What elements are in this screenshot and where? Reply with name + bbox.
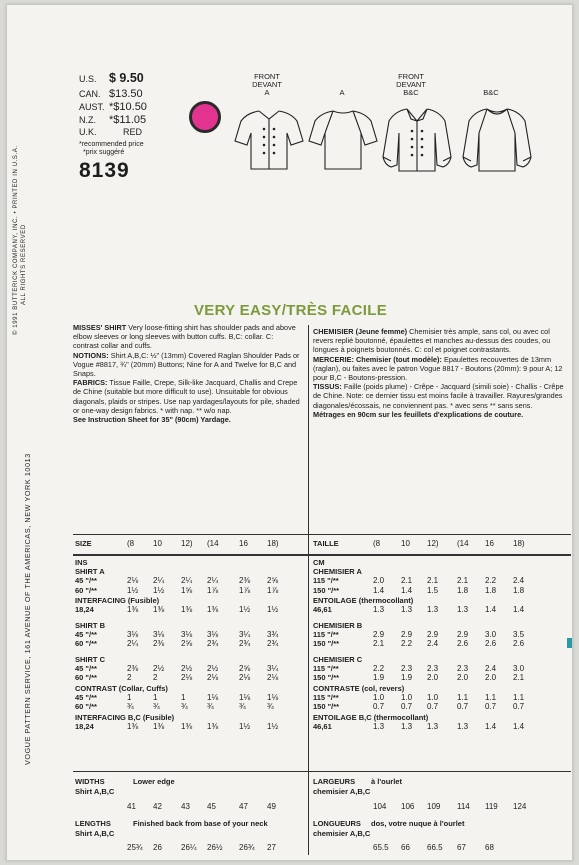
table-cell: 1.0 — [427, 692, 439, 702]
widths-value: 41 — [127, 802, 136, 811]
table-cell: 2⅝ — [181, 639, 193, 648]
table-cell: 2⅛ — [267, 673, 279, 682]
table-cell: 2.9 — [401, 629, 413, 639]
table-cell: 2⅝ — [267, 576, 279, 585]
table-cell: 1⅝ — [181, 585, 193, 595]
table-cell: 1⅜ — [181, 605, 193, 614]
table-cell: 3⅛ — [127, 629, 139, 639]
row-label: 46,61 — [313, 605, 332, 614]
table-cell: 2.9 — [427, 629, 439, 639]
table-cell: 1 — [127, 692, 132, 702]
table-cell: 1.3 — [401, 605, 413, 614]
view-label: FRONT DEVANT A — [252, 72, 282, 97]
table-cell: 2.4 — [485, 663, 497, 673]
size-label: SIZE — [75, 539, 92, 548]
table-cell: ¾ — [153, 702, 160, 711]
lengths-value: 68 — [485, 843, 494, 852]
view-label: B&C — [483, 88, 499, 97]
table-cell: 1.4 — [485, 721, 497, 731]
table-cell: 1.4 — [373, 585, 385, 595]
row-label: 46,61 — [313, 721, 332, 731]
section-label: INTERFACING (Fusible) — [75, 596, 160, 605]
widths-value: 45 — [207, 802, 216, 811]
widths-value: 47 — [239, 802, 248, 811]
table-cell: 1⅜ — [207, 721, 219, 731]
size-header: (14 — [457, 539, 469, 548]
table-cell: 1.8 — [513, 585, 525, 595]
table-cell: 2¾ — [267, 639, 279, 648]
table-cell: 2⅜ — [153, 639, 165, 648]
table-cell: 2.3 — [427, 663, 439, 673]
difficulty-headline: VERY EASY/TRÈS FACILE — [193, 302, 387, 319]
lengths-subtitle: dos, votre nuque à l'ourlet — [371, 819, 465, 828]
table-cell: 0.7 — [485, 702, 497, 711]
see-instruction-note: See Instruction Sheet for 35" (90cm) Yardage. — [73, 415, 231, 425]
section-label: ENTOILAGE B,C (thermocollant) — [313, 712, 429, 722]
table-cell: 2¼ — [153, 576, 165, 585]
color-dot-icon — [189, 101, 221, 133]
table-mid-rule — [73, 771, 571, 772]
widths-value: 106 — [401, 802, 415, 811]
size-header: 18) — [513, 539, 525, 548]
table-cell: 1.8 — [485, 585, 497, 595]
widths-value: 104 — [373, 802, 387, 811]
table-cell: 1⅞ — [207, 585, 219, 595]
table-cell: 2.2 — [373, 663, 385, 673]
table-cell: 2.9 — [373, 629, 385, 639]
shirt-bc-back-sketch — [457, 103, 537, 179]
table-cell: 0.7 — [427, 702, 439, 711]
row-label: 45 "/** — [75, 663, 97, 673]
table-cell: 1.0 — [373, 692, 385, 702]
misses-text: Very loose-fitting shirt has shoulder pads and above elbow sleeves or long sleeves with button cuffs. B,C: collar. C: contrast collar and cuffs. — [73, 323, 296, 351]
size-header: (8 — [373, 539, 381, 548]
size-header: (14 — [207, 539, 219, 548]
metrages-note: Métrages en 90cm sur les feuillets d'explications de couture. — [313, 409, 524, 419]
row-label: 115 "/** — [313, 692, 339, 702]
notions-title: NOTIONS: — [73, 350, 109, 360]
table-cell: 2.6 — [485, 639, 497, 648]
lengths-value: 66.5 — [427, 843, 443, 852]
table-cell: 2¼ — [207, 576, 219, 585]
table-cell: 1⅞ — [267, 585, 279, 595]
row-label: 150 "/** — [313, 585, 340, 595]
table-cell: 0.7 — [373, 702, 385, 711]
size-header: 18) — [267, 539, 279, 548]
row-label: 45 "/** — [75, 576, 97, 585]
lengths-row-label: chemisier A,B,C — [313, 829, 371, 838]
lengths-value: 66 — [401, 843, 410, 852]
table-cell: 1.3 — [457, 605, 469, 614]
tissus-title: TISSUS: — [313, 382, 342, 392]
table-cell: 2.4 — [427, 639, 439, 648]
table-cell: 2¼ — [181, 576, 193, 585]
table-cell: 1.9 — [373, 673, 385, 682]
table-cell: 1⅛ — [207, 692, 219, 702]
column-divider — [308, 325, 309, 855]
table-cell: 1.3 — [457, 721, 469, 731]
section-label: CHEMISIER B — [313, 620, 363, 630]
section-label: SHIRT C — [75, 654, 105, 664]
chemisier-title: CHEMISIER (Jeune femme) — [313, 327, 408, 336]
table-cell: 3¼ — [267, 663, 279, 673]
fabrics-text: Tissue Faille, Crepe, Silk-like Jacquard, Challis and Crepe de Chine (suitable but more difficult to use). Unsuitable for obvious diagonals, plaids or stripes. Use nap yardages/layouts for pile, shaded or one-way design fabrics. * with nap. ** w/o nap. — [73, 378, 300, 415]
shirt-a-back-sketch — [307, 105, 379, 175]
mercerie-title: MERCERIE: Chemisier (tout modèle): — [313, 354, 442, 364]
table-cell: 1⅜ — [181, 721, 193, 731]
table-cell: 1⅛ — [267, 692, 279, 702]
table-cell: 2.0 — [485, 673, 497, 682]
table-cell: 2.1 — [513, 673, 525, 682]
size-header: 12) — [181, 539, 193, 548]
lengths-value: 26¼ — [181, 843, 197, 852]
section-label: SHIRT A — [75, 567, 105, 576]
table-cell: 1.4 — [513, 721, 525, 731]
widths-row-label: Shirt A,B,C — [75, 787, 115, 796]
table-cell: 1.3 — [373, 721, 385, 731]
table-cell: 2⅛ — [207, 673, 219, 682]
lengths-value: 25¾ — [127, 843, 143, 852]
table-cell: 3⅛ — [153, 629, 165, 639]
price-block — [79, 71, 147, 183]
table-cell: 1½ — [239, 605, 251, 614]
table-cell: 2.0 — [427, 673, 439, 682]
table-cell: 1⅜ — [127, 605, 139, 614]
table-cell: 2.1 — [457, 576, 469, 585]
lengths-value: 65.5 — [373, 843, 389, 852]
table-cell: 2⅝ — [239, 663, 251, 673]
table-cell: 1⅜ — [153, 605, 165, 614]
shirt-bc-front-sketch — [377, 103, 457, 179]
row-label: 150 "/** — [313, 702, 340, 711]
side-address: VOGUE PATTERN SERVICE, 161 AVENUE OF THE AMERICAS, NEW YORK 10013 — [23, 453, 32, 765]
table-cell: 1⅜ — [153, 721, 165, 731]
table-cell: 1.1 — [485, 692, 497, 702]
table-cell: ¾ — [267, 702, 274, 711]
table-cell: 1⅜ — [127, 721, 139, 731]
table-cell: 3⅛ — [181, 629, 193, 639]
widths-value: 43 — [181, 802, 190, 811]
table-cell: 0.7 — [401, 702, 413, 711]
fabrics-title: FABRICS: — [73, 378, 108, 388]
table-cell: 2 — [153, 673, 158, 682]
table-cell: ¾ — [181, 702, 188, 711]
edge-mark — [567, 638, 572, 648]
table-cell: 2½ — [181, 663, 193, 673]
tissus-text: Faille (poids plume) - Crêpe - Jacquard (simili soie) - Challis - Crêpe de Chine. Note: ce dernier tissu est moins facile à travailler. Rayures/grandes diagonales/écossais, ne conviennent pas. * avec sens ** sans sens. — [313, 382, 564, 410]
widths-subtitle: à l'ourlet — [371, 777, 402, 786]
pattern-envelope-back — [6, 4, 573, 861]
table-cell: 2 — [127, 673, 132, 682]
row-label: 60 "/** — [75, 639, 97, 648]
row-label: 45 "/** — [75, 629, 97, 639]
table-cell: 2½ — [207, 663, 219, 673]
table-cell: 2⅜ — [239, 576, 251, 585]
size-header: 10 — [401, 539, 410, 548]
table-cell: 0.7 — [457, 702, 469, 711]
table-cell: 1½ — [239, 721, 251, 731]
price-row: U.S. $ 9.50 — [79, 71, 144, 85]
section-label: ENTOILAGE (thermocollant) — [313, 596, 414, 605]
section-label: SHIRT B — [75, 620, 105, 630]
lengths-value: 26¾ — [239, 843, 255, 852]
widths-title: LARGEURS — [313, 777, 356, 786]
table-cell: 1 — [153, 692, 158, 702]
table-cell: ¾ — [207, 702, 214, 711]
table-cell: 1.4 — [513, 605, 525, 614]
table-cell: 1.4 — [485, 605, 497, 614]
table-cell: 1.8 — [457, 585, 469, 595]
row-label: 18,24 — [75, 605, 94, 614]
table-cell: 2.2 — [401, 639, 413, 648]
lengths-row-label: Shirt A,B,C — [75, 829, 115, 838]
row-label: 150 "/** — [313, 639, 340, 648]
table-cell: 1.4 — [401, 585, 413, 595]
recommended-price-note: *recommended price *prix suggéré — [79, 141, 144, 156]
table-cell: 3.5 — [513, 629, 525, 639]
row-label: 18,24 — [75, 721, 94, 731]
side-copyright: © 1991 BUTTERICK COMPANY, INC. • PRINTED IN U.S.A. — [13, 145, 19, 335]
section-label: INTERFACING B,C (Fusible) — [75, 712, 175, 722]
widths-value: 119 — [485, 802, 498, 811]
misses-title: MISSES' SHIRT — [73, 323, 127, 332]
size-header: 12) — [427, 539, 439, 548]
side-rights: ALL RIGHTS RESERVED — [21, 224, 27, 305]
widths-value: 42 — [153, 802, 162, 811]
table-cell: 1.1 — [513, 692, 525, 702]
price-row: N.Z. *$11.05 — [79, 114, 147, 126]
row-label: 45 "/** — [75, 692, 97, 702]
widths-row-label: chemisier A,B,C — [313, 787, 371, 796]
widths-title: WIDTHS — [75, 777, 105, 786]
table-cell: 1.3 — [373, 605, 385, 614]
table-header-rule — [73, 554, 571, 556]
lengths-title: LONGUEURS — [313, 819, 361, 828]
size-header: (8 — [127, 539, 135, 548]
table-cell: 2¼ — [127, 639, 139, 648]
widths-value: 124 — [513, 802, 527, 811]
row-label: 115 "/** — [313, 576, 339, 585]
lengths-value: 26 — [153, 843, 162, 852]
lengths-subtitle: Finished back from base of your neck — [133, 819, 268, 828]
row-label: 115 "/** — [313, 629, 339, 639]
table-cell: 2.4 — [513, 576, 525, 585]
unit-label: CM — [313, 558, 325, 567]
table-cell: 1⅛ — [239, 692, 251, 702]
table-cell: 2.0 — [457, 673, 469, 682]
table-cell: 2⅛ — [181, 673, 193, 682]
table-cell: 1.0 — [401, 692, 413, 702]
section-label: CHEMISIER A — [313, 567, 362, 576]
table-top-rule — [73, 534, 571, 535]
table-cell: 1.3 — [427, 605, 439, 614]
table-cell: 1.3 — [401, 721, 413, 731]
table-cell: 2⅛ — [127, 576, 139, 585]
table-cell: 3¾ — [267, 629, 279, 639]
table-cell: 2.6 — [513, 639, 525, 648]
lengths-value: 27 — [267, 843, 276, 852]
view-label: FRONT DEVANT B&C — [396, 72, 426, 97]
widths-value: 114 — [457, 802, 470, 811]
shirt-a-front-sketch — [233, 105, 305, 175]
table-cell: ¾ — [239, 702, 246, 711]
table-cell: 1.9 — [401, 673, 413, 682]
size-header: 10 — [153, 539, 162, 548]
table-cell: 2¾ — [239, 639, 251, 648]
table-cell: 1½ — [267, 605, 279, 614]
table-cell: 1.1 — [457, 692, 469, 702]
unit-label: INS — [75, 558, 88, 567]
table-cell: 2.6 — [457, 639, 469, 648]
french-description — [313, 327, 569, 419]
table-cell: 2.3 — [401, 663, 413, 673]
row-label: 60 "/** — [75, 673, 97, 682]
size-label: TAILLE — [313, 539, 339, 548]
table-cell: 1½ — [153, 585, 165, 595]
table-cell: 2.0 — [373, 576, 385, 585]
table-cell: 1 — [181, 692, 186, 702]
table-cell: 2.1 — [373, 639, 385, 648]
table-cell: 3¼ — [239, 629, 251, 639]
row-label: 115 "/** — [313, 663, 339, 673]
lengths-value: 26½ — [207, 843, 223, 852]
section-label: CHEMISIER C — [313, 654, 363, 664]
view-label: A — [339, 88, 345, 97]
section-label: CONTRAST (Collar, Cuffs) — [75, 683, 168, 693]
price-row: AUST. *$10.50 — [79, 101, 147, 113]
notions-text: Shirt A,B,C: ½" (13mm) Covered Raglan Shoulder Pads or Vogue #8817, ¾" (20mm) Buttons; Nine for A and Twelve for B,C and Snaps. — [73, 350, 300, 379]
lengths-value: 67 — [457, 843, 466, 852]
table-cell: 1.3 — [427, 721, 439, 731]
table-cell: 1½ — [127, 585, 139, 595]
price-row: U.K. RED — [79, 127, 143, 137]
table-cell: 2.9 — [457, 629, 469, 639]
table-cell: 1.5 — [427, 585, 439, 595]
row-label: 60 "/** — [75, 585, 97, 595]
table-cell: 1⅞ — [239, 585, 251, 595]
table-cell: 2¾ — [207, 639, 219, 648]
table-cell: 1⅜ — [207, 605, 219, 614]
lengths-title: LENGTHS — [75, 819, 111, 828]
section-label: CONTRASTE (col, revers) — [313, 683, 405, 693]
chemisier-text: Chemisier très ample, sans col, ou avec col revers replié boutonné, épaulettes et manches au-dessus des coudes, ou longues à poignets boutonnés. C: col et poignet contrastants. — [313, 327, 551, 355]
size-header: 16 — [239, 539, 248, 548]
mercerie-text: Epaulettes recouvertes de 13mm (raglan), ou faites avec le patron Vogue 8817 - Boutons (20mm): 9 pour A; 12 pour B,C - Boutons-pression. — [313, 354, 563, 383]
table-cell: 3.0 — [513, 663, 525, 673]
row-label: 150 "/** — [313, 673, 340, 682]
table-cell: 1½ — [267, 721, 279, 731]
widths-value: 109 — [427, 802, 441, 811]
widths-subtitle: Lower edge — [133, 777, 175, 786]
table-cell: 2.1 — [401, 576, 413, 585]
table-cell: 2.1 — [427, 576, 439, 585]
table-cell: 3⅛ — [207, 629, 219, 639]
table-cell: 2.3 — [457, 663, 469, 673]
table-cell: 3.0 — [485, 629, 497, 639]
row-label: 60 "/** — [75, 702, 97, 711]
english-description — [73, 323, 301, 424]
table-cell: 2.2 — [485, 576, 497, 585]
table-cell: ¾ — [127, 702, 134, 711]
table-cell: 0.7 — [513, 702, 525, 711]
table-cell: 2⅛ — [239, 673, 251, 682]
price-row: CAN. $13.50 — [79, 88, 143, 100]
widths-value: 49 — [267, 802, 276, 811]
size-header: 16 — [485, 539, 494, 548]
pattern-number: 8139 — [79, 159, 130, 182]
table-cell: 2⅜ — [127, 663, 139, 673]
table-cell: 2½ — [153, 663, 165, 673]
